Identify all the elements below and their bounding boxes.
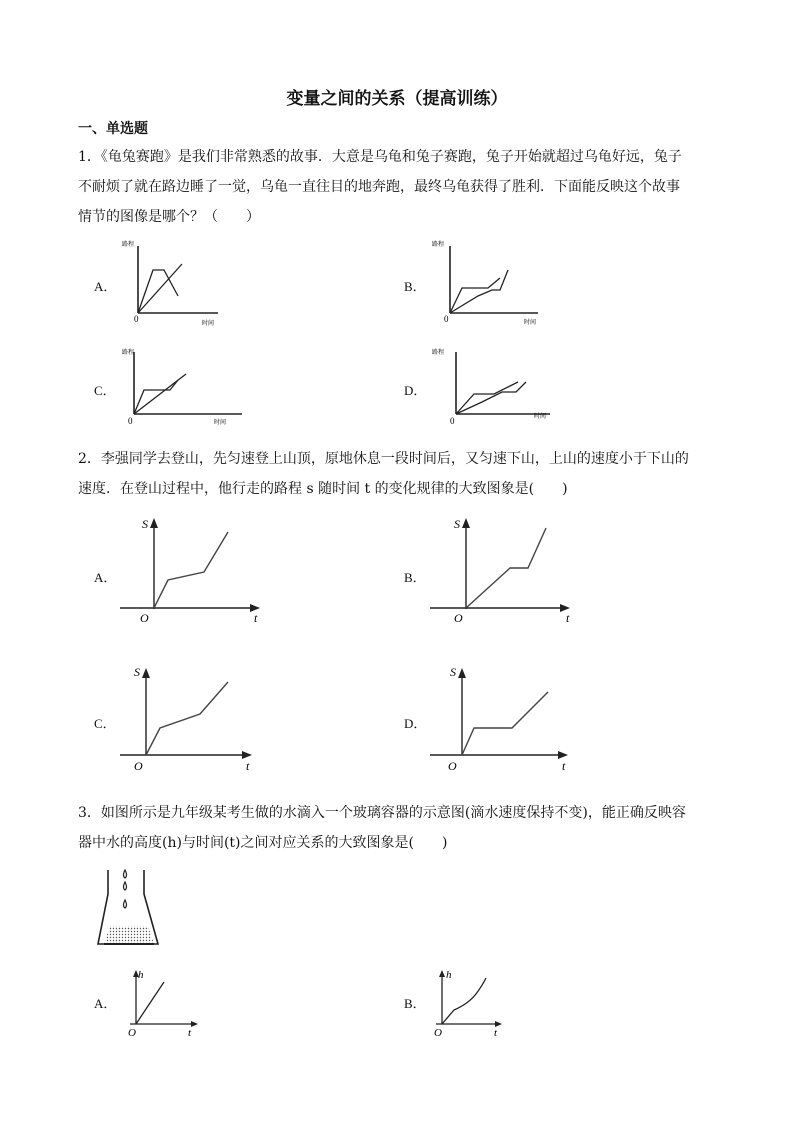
q2a-ylabel: S — [142, 517, 148, 531]
q2b-ylabel: S — [454, 517, 460, 531]
q3-graph-a[interactable] — [120, 966, 210, 1040]
water-drop-icon — [124, 882, 127, 890]
q2-option-b-label[interactable]: B． — [404, 570, 426, 585]
q1b-xlabel: 时间 — [524, 319, 537, 326]
q1-option-b-label[interactable]: B． — [404, 279, 426, 294]
q1b-origin: 0 — [444, 314, 449, 324]
q1-graph-a[interactable] — [118, 238, 228, 328]
q2b-origin: O — [454, 611, 463, 625]
q3a-origin: O — [128, 1027, 136, 1039]
q1-line-3: 情节的图像是哪个？（ ） — [78, 209, 260, 225]
q1d-xlabel: 时间 — [534, 413, 547, 420]
q1-graph-d[interactable] — [430, 344, 560, 430]
q1-option-c-label[interactable]: C． — [94, 383, 116, 398]
q2-graph-d[interactable] — [426, 660, 576, 775]
page-title: 变量之间的关系（提高训练） — [286, 89, 508, 109]
q1c-origin: 0 — [128, 416, 133, 426]
q2-line-2: 速度．在登山过程中，他行走的路程 s 随时间 t 的变化规律的大致图象是( ) — [78, 481, 568, 497]
q3-graph-b[interactable] — [428, 966, 518, 1040]
section-heading: 一、单选题 — [78, 121, 148, 137]
q3b-xlabel: t — [494, 1027, 498, 1039]
q2b-xlabel: t — [566, 611, 570, 625]
q2c-xlabel: t — [246, 759, 250, 773]
q1c-xlabel: 时间 — [214, 419, 227, 426]
q1-graph-c[interactable] — [118, 344, 248, 430]
q2-option-a-label[interactable]: A． — [94, 570, 117, 585]
q3-option-b-label[interactable]: B． — [404, 996, 426, 1011]
q3a-ylabel: h — [138, 969, 144, 981]
q2d-xlabel: t — [562, 759, 566, 773]
q3-line-2: 器中水的高度(h)与时间(t)之间对应关系的大致图象是( ) — [78, 835, 448, 851]
water-drop-icon — [124, 900, 127, 908]
q1-line-1: 1．《龟兔赛跑》是我们非常熟悉的故事．大意是乌龟和兔子赛跑，兔子开始就超过乌龟好远，兔子 — [78, 149, 682, 165]
q2d-origin: O — [448, 759, 457, 773]
q3b-ylabel: h — [446, 969, 452, 981]
q1-graph-b[interactable] — [430, 238, 550, 328]
q1a-xlabel: 时间 — [202, 320, 215, 327]
q2d-ylabel: S — [450, 665, 456, 679]
q2-graph-c[interactable] — [116, 660, 266, 775]
q2a-origin: O — [140, 611, 149, 625]
water-drop-icon — [124, 870, 127, 878]
q1d-ylabel: 路程 — [432, 349, 445, 356]
q1a-origin: 0 — [134, 314, 139, 324]
q3-line-1: 3．如图所示是九年级某考生做的水滴入一个玻璃容器的示意图(滴水速度保持不变)，能正确反映容 — [78, 805, 686, 821]
q2-option-c-label[interactable]: C． — [94, 716, 116, 731]
q3-option-a-label[interactable]: A． — [94, 996, 117, 1011]
q3b-origin: O — [434, 1027, 442, 1039]
q2a-xlabel: t — [254, 611, 258, 625]
q1d-origin: 0 — [450, 416, 455, 426]
q1a-ylabel: 路程 — [122, 241, 135, 248]
q1-option-a-label[interactable]: A． — [94, 279, 117, 294]
q1-option-d-label[interactable]: D． — [404, 383, 427, 398]
q1-line-2: 不耐烦了就在路边睡了一觉，乌龟一直往目的地奔跑，最终乌龟获得了胜利．下面能反映这个故事 — [78, 179, 680, 195]
q2-option-d-label[interactable]: D． — [404, 716, 427, 731]
q2-graph-b[interactable] — [426, 514, 576, 629]
q2-line-1: 2．李强同学去登山，先匀速登上山顶，原地休息一段时间后，又匀速下山，上山的速度小于下山的 — [78, 451, 689, 467]
q1c-ylabel: 路程 — [122, 349, 135, 356]
q3a-xlabel: t — [188, 1027, 192, 1039]
q2c-origin: O — [134, 759, 143, 773]
q2-graph-a[interactable] — [116, 514, 266, 629]
flask-illustration — [94, 864, 164, 950]
q2c-ylabel: S — [134, 665, 140, 679]
q1b-ylabel: 路程 — [432, 241, 445, 248]
